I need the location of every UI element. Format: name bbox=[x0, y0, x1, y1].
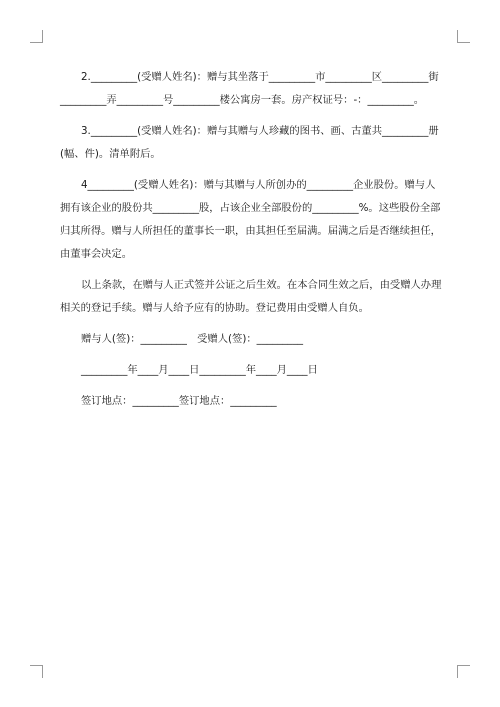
crop-mark-bottom-right bbox=[457, 665, 470, 678]
crop-mark-bottom-left bbox=[30, 665, 43, 678]
clause-3-paragraph: 3._________(受赠人姓名)：赠与其赠与人珍藏的图书、画、古董共_________册(幅、件)。清单附后。 bbox=[60, 125, 439, 160]
date-line: _________年____月____日_________年____月____日 bbox=[81, 364, 318, 376]
signing-place-line: 签订地点：_________签订地点：_________ bbox=[81, 395, 277, 407]
clause-4-paragraph: 4_________(受赠人姓名)：赠与其赠与人所创办的_________企业股份。赠与人拥有该企业的股份共_________股，占该企业全部股份的_________%。这些股份全部归其所得。赠与人所担任的董事长一职，由其担任至届满。届满之后是否继续担任，由董事会决定。 bbox=[60, 179, 441, 260]
effective-terms-paragraph: 以上条款，在赠与人正式签并公证之后生效。在本合同生效之后，由受赠人办理相关的登记手续。赠与人给予应有的协助。登记费用由受赠人自负。 bbox=[60, 279, 442, 314]
clause-2-paragraph: 2._________(受赠人姓名)：赠与其坐落于_________市_________区_________街_________弄_________号_________楼公寓房一套。房产权证号：-：_________。 bbox=[60, 71, 439, 106]
crop-mark-top-left bbox=[30, 30, 43, 43]
document-body bbox=[60, 66, 442, 421]
signature-line: 赠与人(签)：_________ 受赠人(签)：_________ bbox=[81, 333, 304, 345]
crop-mark-top-right bbox=[457, 30, 470, 43]
